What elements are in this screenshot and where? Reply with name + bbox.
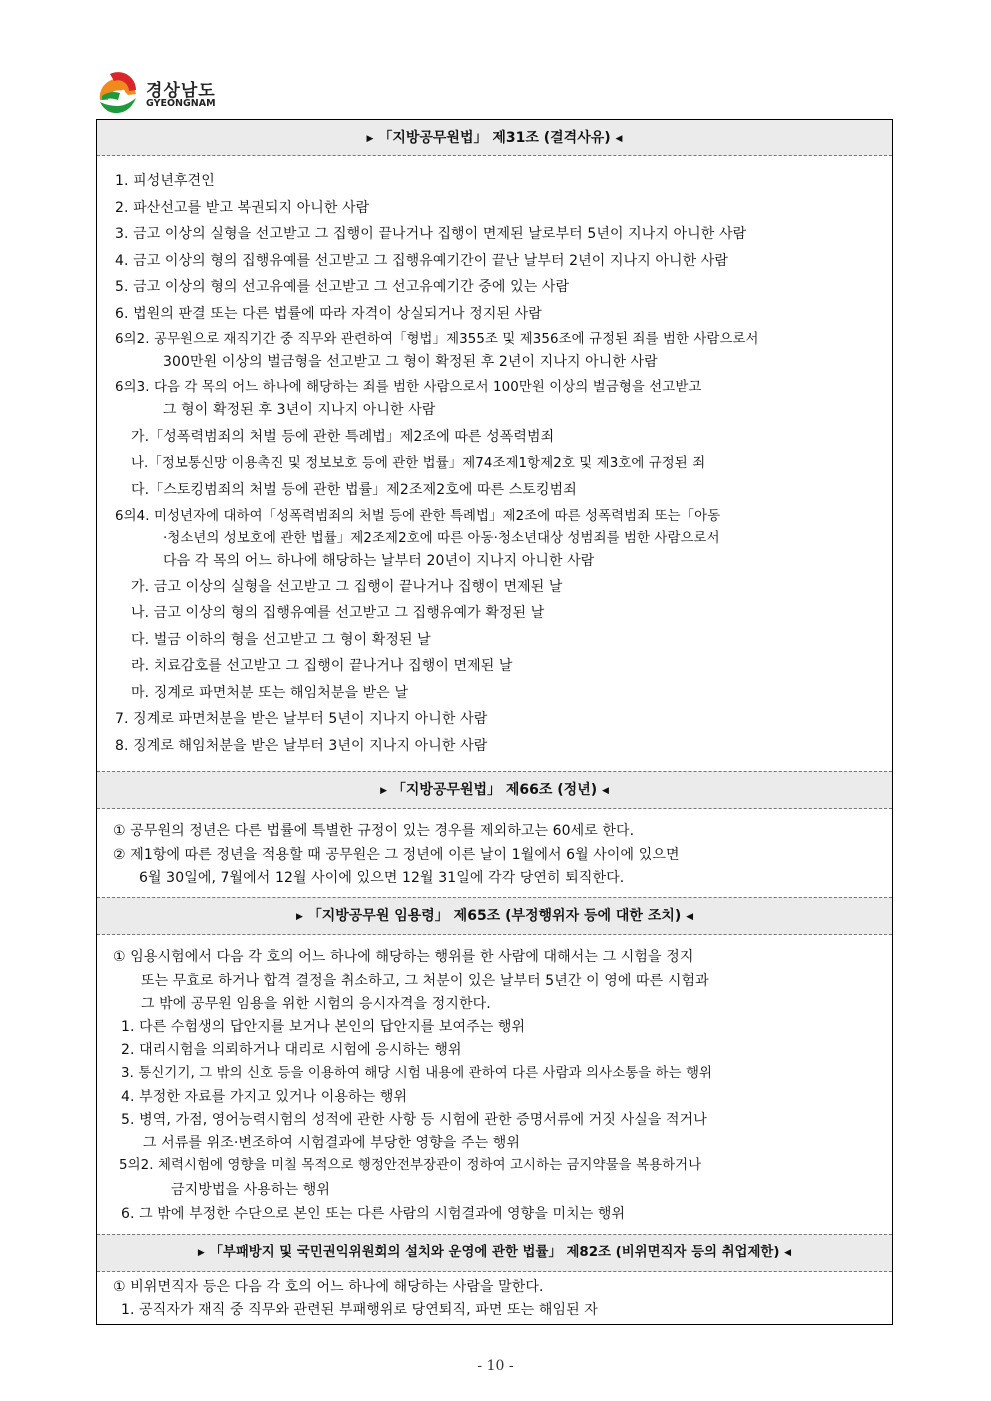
list-item: 6. 법원의 판결 또는 다른 법률에 따라 자격이 상실되거나 정지된 사람 [115,306,542,322]
section-title: 「지방공무원법」 제31조 (결격사유) [378,130,611,146]
sub-list-item: 나. 금고 이상의 형의 집행유예를 선고받고 그 집행유예가 확정된 날 [131,605,545,621]
paragraph-item: ② 제1항에 따른 정년을 적용할 때 공무원은 그 정년에 이른 날이 1월에서 6월 사이에 있으면 [113,847,680,863]
paragraph-continuation: 6월 30일에, 7월에서 12월 사이에 있으면 12월 31일에 각각 당연히 퇴직한다. [139,870,625,886]
section-header-article-66 [97,771,892,809]
logo-english-name: GYEONGNAM [146,98,216,109]
triangle-left-icon: ◀ [602,786,609,796]
triangle-right-icon: ▶ [295,912,303,922]
list-item: 6의3. 다음 각 목의 어느 하나에 해당하는 죄를 범한 사람으로서 100만원 이상의 벌금형을 선고받고 [115,380,702,395]
list-item-continuation: ·청소년의 성보호에 관한 법률」제2조제2호에 따른 아동·청소년대상 성범죄를 범한 사람으로서 [163,531,720,546]
gyeongnam-emblem-icon [96,70,140,114]
list-item-continuation: 금지방법을 사용하는 행위 [171,1182,330,1198]
list-item: 2. 대리시험을 의뢰하거나 대리로 시험에 응시하는 행위 [121,1042,462,1058]
logo-korean-name: 경상남도 [146,81,216,101]
triangle-right-icon: ▶ [380,786,387,796]
paragraph-continuation: 또는 무효로 하거나 합격 결정을 취소하고, 그 처분이 있은 날부터 5년간 이 영에 따른 시험과 [141,973,709,989]
paragraph-continuation: 그 밖에 공무원 임용을 위한 시험의 응시자격을 정지한다. [141,996,491,1012]
law-excerpt-frame [96,119,893,1325]
list-item: 4. 금고 이상의 형의 집행유예를 선고받고 그 집행유예기간이 끝난 날부터 2년이 지나지 아니한 사람 [115,253,729,269]
list-item: 6의2. 공무원으로 재직기간 중 직무와 관련하여「형법」제355조 및 제356조에 규정된 죄를 범한 사람으로서 [115,332,759,347]
list-item: 5. 병역, 가점, 영어능력시험의 성적에 관한 사항 등 시험에 관한 증명서류에 거짓 사실을 적거나 [121,1112,707,1128]
list-item: 1. 피성년후견인 [115,173,215,189]
gyeongnam-logo [96,70,256,118]
sub-list-item: 가.「성폭력범죄의 처벌 등에 관한 특례법」제2조에 따른 성폭력범죄 [131,429,555,445]
triangle-left-icon: ◀ [615,134,623,144]
triangle-right-icon: ▶ [197,1248,205,1258]
list-item: 6. 그 밖에 부정한 수단으로 본인 또는 다른 사람의 시험결과에 영향을 미치는 행위 [121,1206,626,1222]
paragraph-item: ① 공무원의 정년은 다른 법률에 특별한 규정이 있는 경우를 제외하고는 60세로 한다. [113,823,635,839]
triangle-left-icon: ◀ [784,1248,792,1258]
list-item: 3. 금고 이상의 실형을 선고받고 그 집행이 끝나거나 집행이 면제된 날로부터 5년이 지나지 아니한 사람 [115,226,747,242]
paragraph-item: ① 비위면직자 등은 다음 각 호의 어느 하나에 해당하는 사람을 말한다. [113,1279,544,1295]
list-item-continuation: 300만원 이상의 벌금형을 선고받고 그 형이 확정된 후 2년이 지나지 아니한 사람 [163,354,658,370]
list-item: 6의4. 미성년자에 대하여「성폭력범죄의 처벌 등에 관한 특례법」제2조에 따른 성폭력범죄 또는「아동 [115,509,721,524]
list-item: 4. 부정한 자료를 가지고 있거나 이용하는 행위 [121,1089,408,1105]
page-number: - 10 - [477,1358,514,1374]
section-header-anticorruption-act-82 [97,1234,892,1272]
section-header-article-31 [97,120,892,156]
list-item: 7. 징계로 파면처분을 받은 날부터 5년이 지나지 아니한 사람 [115,711,488,727]
sub-list-item: 가. 금고 이상의 실형을 선고받고 그 집행이 끝나거나 집행이 면제된 날 [131,579,563,595]
list-item: 5의2. 체력시험에 영향을 미칠 목적으로 행정안전부장관이 정하여 고시하는 금지약물을 복용하거나 [119,1158,702,1173]
list-item-continuation: 그 형이 확정된 후 3년이 지나지 아니한 사람 [163,402,436,418]
list-item: 8. 징계로 해임처분을 받은 날부터 3년이 지나지 아니한 사람 [115,738,488,754]
list-item-continuation: 그 서류를 위조·변조하여 시험결과에 부당한 영향을 주는 행위 [143,1135,520,1151]
paragraph-item: ① 임용시험에서 다음 각 호의 어느 하나에 해당하는 행위를 한 사람에 대해서는 그 시험을 정지 [113,949,694,965]
list-item: 3. 통신기기, 그 밖의 신호 등을 이용하여 해당 시험 내용에 관하여 다른 사람과 의사소통을 하는 행위 [121,1066,713,1081]
triangle-right-icon: ▶ [366,134,374,144]
list-item: 2. 파산선고를 받고 복권되지 아니한 사람 [115,200,370,216]
list-item: 5. 금고 이상의 형의 선고유예를 선고받고 그 선고유예기간 중에 있는 사람 [115,279,570,295]
sub-list-item: 라. 치료감호를 선고받고 그 집행이 끝나거나 집행이 면제된 날 [131,658,513,674]
section-header-decree-65 [97,897,892,935]
list-item: 1. 다른 수험생의 답안지를 보거나 본인의 답안지를 보여주는 행위 [121,1019,526,1035]
triangle-left-icon: ◀ [686,912,694,922]
list-item: 1. 공직자가 재직 중 직무와 관련된 부패행위로 당연퇴직, 파면 또는 해임된 자 [121,1302,598,1318]
sub-list-item: 마. 징계로 파면처분 또는 해임처분을 받은 날 [131,685,409,701]
sub-list-item: 다. 벌금 이하의 형을 선고받고 그 형이 확정된 날 [131,632,431,648]
sub-list-item: 나.「정보통신망 이용촉진 및 정보보호 등에 관한 법률」제74조제1항제2호 및 제3호에 규정된 죄 [131,456,706,471]
list-item-continuation: 다음 각 목의 어느 하나에 해당하는 날부터 20년이 지나지 아니한 사람 [163,553,595,569]
section-title: 「지방공무원 임용령」 제65조 (부정행위자 등에 대한 조치) [307,908,682,924]
section-title: 「지방공무원법」 제66조 (정년) [391,782,598,798]
sub-list-item: 다.「스토킹범죄의 처벌 등에 관한 법률」제2조제2호에 따른 스토킹범죄 [131,482,577,498]
section-title: 「부패방지 및 국민권익위원회의 설치와 운영에 관한 법률」 제82조 (비위면직자 등의 취업제한) [209,1245,780,1260]
